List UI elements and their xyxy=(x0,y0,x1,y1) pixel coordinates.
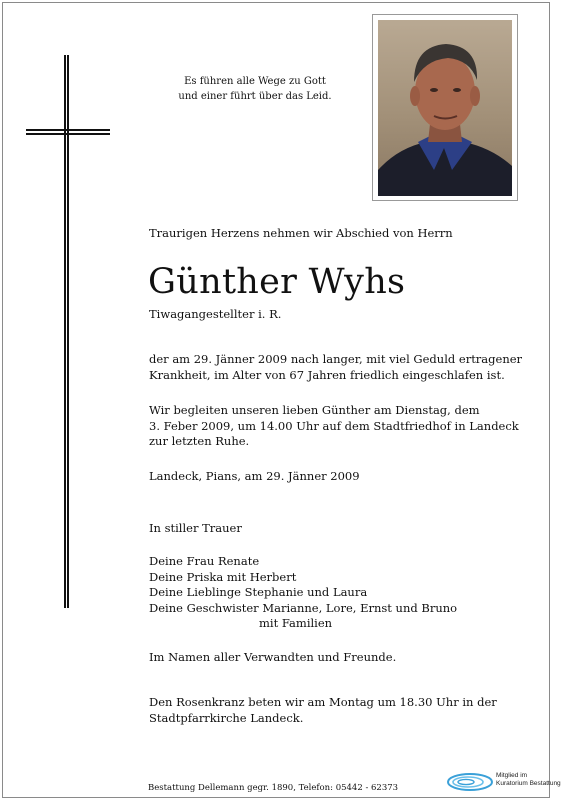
portrait-frame xyxy=(372,14,518,201)
badge-text xyxy=(496,772,561,788)
funeral-line-1: Wir begleiten unseren lieben Günther am Dienstag, dem xyxy=(149,403,480,417)
death-notice-line-2: Krankheit, im Alter von 67 Jahren friedlich eingeschlafen ist. xyxy=(149,367,505,382)
kuratorium-badge xyxy=(446,770,561,796)
place-date: Landeck, Pians, am 29. Jänner 2009 xyxy=(149,469,360,483)
rosary-info xyxy=(149,695,497,726)
cross-vertical-beam xyxy=(64,55,69,608)
cross-horizontal-beam xyxy=(26,129,110,135)
motto xyxy=(160,74,350,104)
rosary-line-2: Stadtpfarrkirche Landeck. xyxy=(149,710,304,725)
deceased-name: Günther Wyhs xyxy=(148,262,406,302)
funeral-line-2: 3. Feber 2009, um 14.00 Uhr auf dem Stadtfriedhof in Landeck xyxy=(149,418,519,433)
portrait-photo xyxy=(378,20,512,196)
funeral-line-3: zur letzten Ruhe. xyxy=(149,434,250,448)
relatives-note: Im Namen aller Verwandten und Freunde. xyxy=(149,650,397,664)
mourner-item: Deine Geschwister Marianne, Lore, Ernst und Bruno xyxy=(149,600,458,615)
badge-line-2: Kuratorium Bestattung xyxy=(496,780,561,787)
portrait-illustration xyxy=(378,20,512,196)
motto-line-2: und einer führt über das Leid. xyxy=(178,91,332,102)
mourner-item: Deine Frau Renate xyxy=(149,554,260,568)
mourners-suffix: mit Familien xyxy=(259,616,333,630)
motto-line-1: Es führen alle Wege zu Gott xyxy=(184,76,326,87)
badge-line-1: Mitglied im xyxy=(496,772,528,779)
intro-text: Traurigen Herzens nehmen wir Abschied von Herrn xyxy=(149,226,453,240)
occupation: Tiwagangestellter i. R. xyxy=(149,307,282,321)
death-notice xyxy=(149,352,522,383)
funeral-info xyxy=(149,403,519,450)
mourners-list xyxy=(149,554,457,632)
mourner-item: Deine Lieblinge Stephanie und Laura xyxy=(149,585,368,599)
kuratorium-logo-icon xyxy=(446,770,494,794)
death-notice-line-1: der am 29. Jänner 2009 nach langer, mit viel Geduld ertragener xyxy=(149,352,523,366)
mourner-item: Deine Priska mit Herbert xyxy=(149,569,297,584)
rosary-line-1: Den Rosenkranz beten wir am Montag um 18.30 Uhr in der xyxy=(149,695,497,709)
footer-contact: Bestattung Dellemann gegr. 1890, Telefon: 05442 - 62373 xyxy=(148,783,399,793)
mourning-heading: In stiller Trauer xyxy=(149,521,242,535)
